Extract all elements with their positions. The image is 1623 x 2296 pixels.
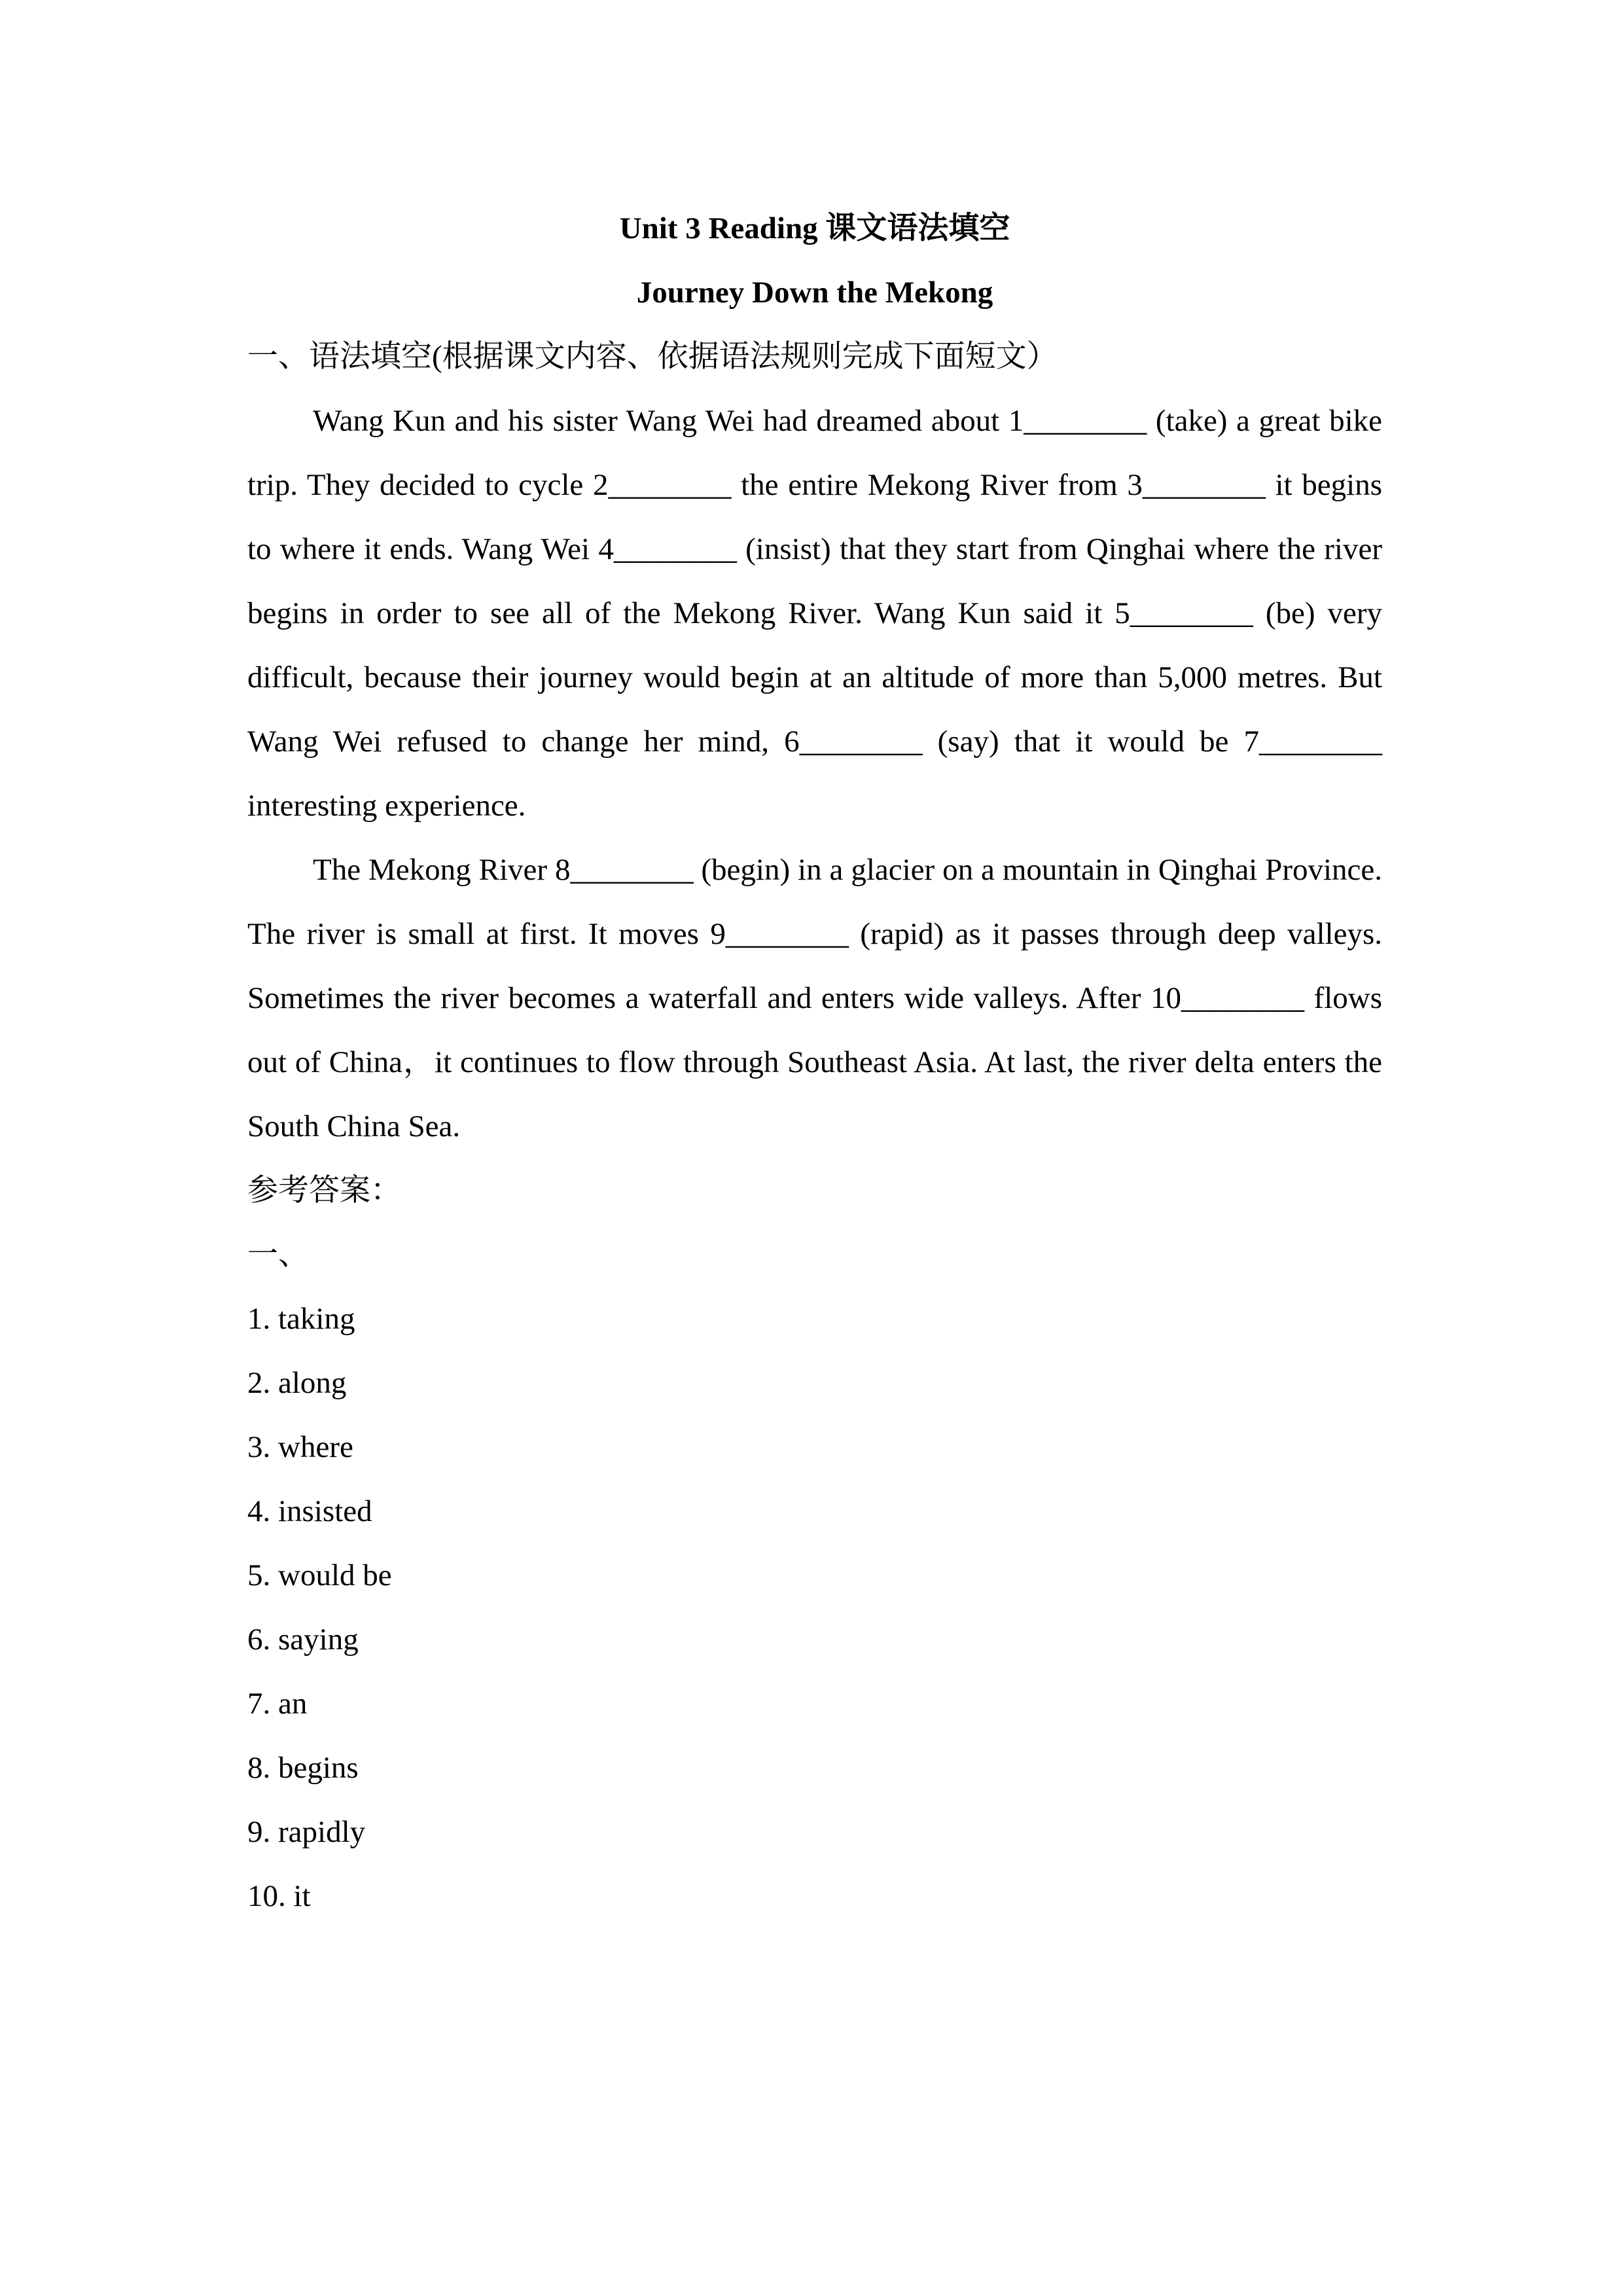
- answer-item: 1. taking: [247, 1302, 355, 1336]
- answer-item: 10. it: [247, 1879, 311, 1913]
- answer-item: 9. rapidly: [247, 1815, 366, 1849]
- document-page: [247, 196, 1382, 1928]
- answer-item: 6. saying: [247, 1623, 359, 1657]
- passage-paragraph-1: Wang Kun and his sister Wang Wei had dreamed about 1________ (take) a great bike trip. They decided to cycle 2________ the entire Mekong River from 3________ it begins to where it ends. Wang Wei 4________ (insist) that they start from Qinghai where the river begins in order to see all of the Mekong River. Wang Kun said it 5________ (be) very difficult, because their journey would begin at an altitude of more than 5,000 metres. But Wang Wei refused to change her mind, 6________ (say) that it would be 7________ interesting experience.: [247, 404, 1382, 823]
- answer-item: 2. along: [247, 1366, 347, 1400]
- answer-heading: 参考答案：: [247, 1174, 401, 1208]
- passage-paragraph-2: The Mekong River 8________ (begin) in a glacier on a mountain in Qinghai Province. The river is small at first. It moves 9________ (rapid) as it passes through deep valleys. Sometimes the river becomes a waterfall and enters wide valleys. After 10________ flows out of China，it continues to flow through Southeast Asia. At last, the river delta enters the South China Sea.: [247, 853, 1382, 1143]
- answer-item: 7. an: [247, 1687, 308, 1721]
- section-heading: 一、语法填空(根据课文内容、依据语法规则完成下面短文）: [247, 340, 1058, 374]
- answer-list: [247, 1287, 1382, 1928]
- answer-section-label: 一、: [247, 1238, 309, 1272]
- answer-item: 3. where: [247, 1430, 353, 1464]
- document-subtitle: Journey Down the Mekong: [636, 276, 993, 310]
- answer-item: 8. begins: [247, 1751, 359, 1785]
- answer-item: 5. would be: [247, 1558, 392, 1592]
- answer-item: 4. insisted: [247, 1494, 372, 1528]
- document-title: Unit 3 Reading 课文语法填空: [619, 211, 1010, 245]
